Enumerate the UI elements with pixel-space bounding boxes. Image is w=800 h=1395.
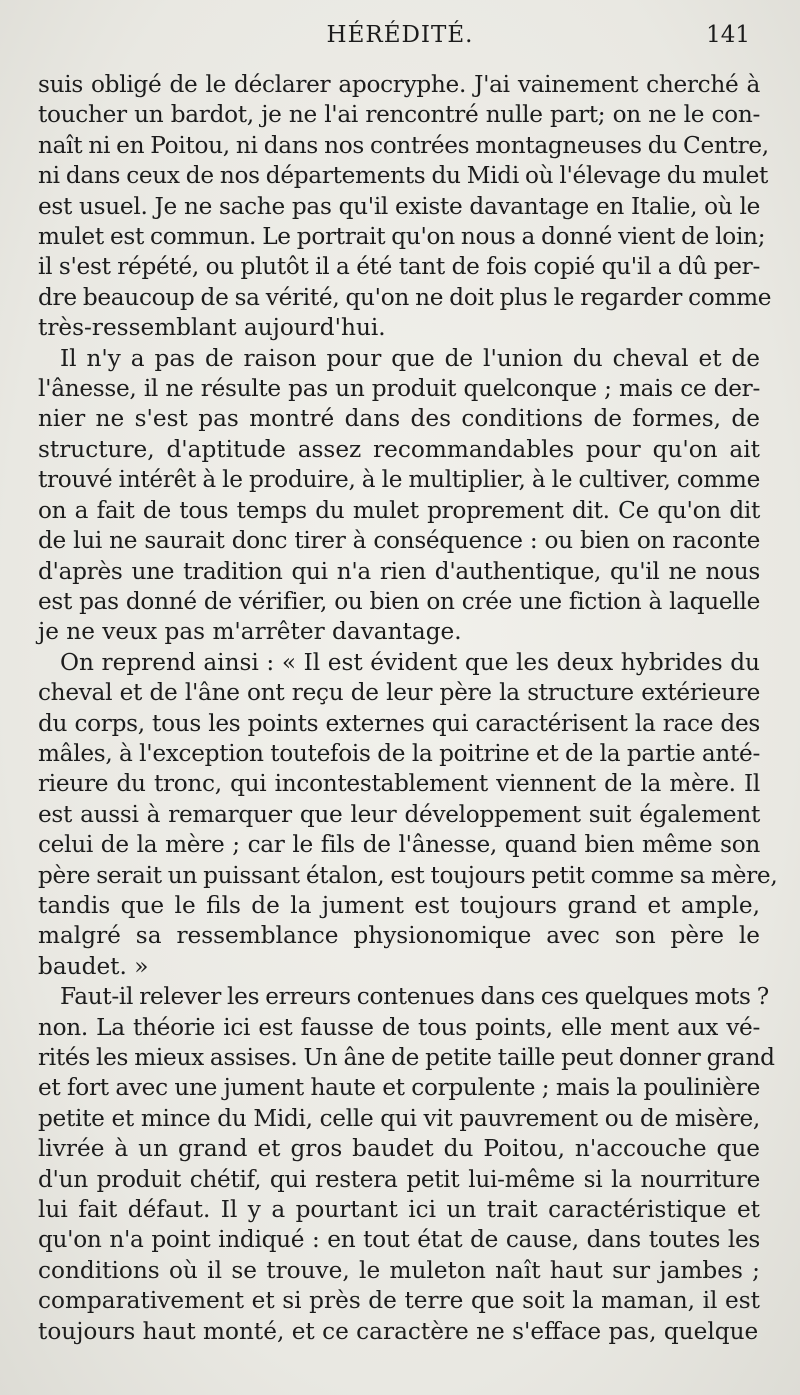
text-line: on a fait de tous temps du mulet proprement dit. Ce qu'on dit (38, 496, 760, 524)
text-line: Il n'y a pas de raison pour que de l'union du cheval et de (60, 344, 760, 372)
text-line: rieure du tronc, qui incontestablement viennent de la mère. Il (38, 770, 760, 798)
text-line: l'ânesse, il ne résulte pas un produit quelconque ; mais ce der- (38, 375, 760, 403)
text-line: malgré sa ressemblance physionomique avec son père le (38, 922, 760, 950)
text-line: toujours haut monté, et ce caractère ne s'efface pas, quelque (38, 1317, 759, 1345)
text-line: père serait un puissant étalon, est toujours petit comme sa mère, (38, 861, 778, 889)
paragraph (38, 648, 778, 982)
text-line: structure, d'aptitude assez recommandables pour qu'on ait (38, 435, 760, 463)
text-line: d'après une tradition qui n'a rien d'authentique, qu'il ne nous (38, 557, 760, 585)
page-header (40, 22, 760, 56)
text-line: Faut-il relever les erreurs contenues dans ces quelques mots ? (60, 983, 769, 1011)
text-line: celui de la mère ; car le fils de l'ânesse, quand bien même son (38, 831, 760, 859)
text-line: trouvé intérêt à le produire, à le multiplier, à le cultiver, comme (38, 466, 760, 494)
text-line: dre beaucoup de sa vérité, qu'on ne doit plus le regarder comme (38, 283, 772, 311)
text-line: je ne veux pas m'arrêter davantage. (38, 618, 462, 646)
text-line: ni dans ceux de nos départements du Midi où l'élevage du mulet (38, 162, 769, 190)
text-line: petite et mince du Midi, celle qui vit pauvrement ou de misère, (38, 1104, 760, 1132)
page-number: 141 (706, 22, 750, 48)
paragraph (38, 982, 775, 1347)
text-line: livrée à un grand et gros baudet du Poitou, n'accouche que (38, 1135, 760, 1163)
text-line: est aussi à remarquer que leur développement suit également (38, 800, 760, 828)
running-title: HÉRÉDITÉ. (326, 22, 474, 48)
text-line: est pas donné de vérifier, ou bien on crée une fiction à laquelle (38, 587, 760, 615)
text-line: est usuel. Je ne sache pas qu'il existe davantage en Italie, où le (38, 192, 760, 220)
text-line: d'un produit chétif, qui restera petit lui-même si la nourriture (38, 1165, 760, 1193)
text-line: comparativement et si près de terre que soit la maman, il est (38, 1287, 760, 1315)
text-line: de lui ne saurait donc tirer à conséquence : ou bien on raconte (38, 527, 760, 555)
body-text (38, 70, 778, 1347)
text-line: mulet est commun. Le portrait qu'on nous a donné vient de loin; (38, 223, 766, 251)
text-line: et fort avec une jument haute et corpulente ; mais la poulinière (38, 1074, 760, 1102)
text-line: On reprend ainsi : « Il est évident que les deux hybrides du (60, 648, 760, 676)
text-line: suis obligé de le déclarer apocryphe. J'ai vainement cherché à (38, 71, 760, 98)
paragraph (38, 70, 772, 344)
text-line: cheval et de l'âne ont reçu de leur père la structure extérieure (38, 679, 760, 707)
text-line: très-ressemblant aujourd'hui. (38, 314, 386, 342)
text-line: lui fait défaut. Il y a pourtant ici un trait caractéristique et (38, 1196, 760, 1224)
text-line: toucher un bardot, je ne l'ai rencontré nulle part; on ne le con- (38, 101, 760, 129)
text-line: conditions où il se trouve, le muleton naît haut sur jambes ; (38, 1256, 760, 1284)
text-line: qu'on n'a point indiqué : en tout état de cause, dans toutes les (38, 1226, 760, 1254)
text-line: rités les mieux assises. Un âne de petite taille peut donner grand (38, 1044, 775, 1071)
text-line: il s'est répété, ou plutôt il a été tant de fois copié qu'il a dû per- (38, 253, 760, 281)
text-line: nier ne s'est pas montré dans des conditions de formes, de (38, 405, 760, 433)
paragraph (38, 344, 760, 648)
text-line: du corps, tous les points externes qui caractérisent la race des (38, 709, 760, 737)
text-line: mâles, à l'exception toutefois de la poitrine et de la partie anté- (38, 739, 760, 767)
text-line: tandis que le fils de la jument est toujours grand et ample, (38, 891, 760, 919)
text-line: non. La théorie ici est fausse de tous points, elle ment aux vé- (38, 1013, 760, 1041)
text-line: naît ni en Poitou, ni dans nos contrées montagneuses du Centre, (38, 131, 769, 159)
text-line: baudet. » (38, 952, 149, 980)
